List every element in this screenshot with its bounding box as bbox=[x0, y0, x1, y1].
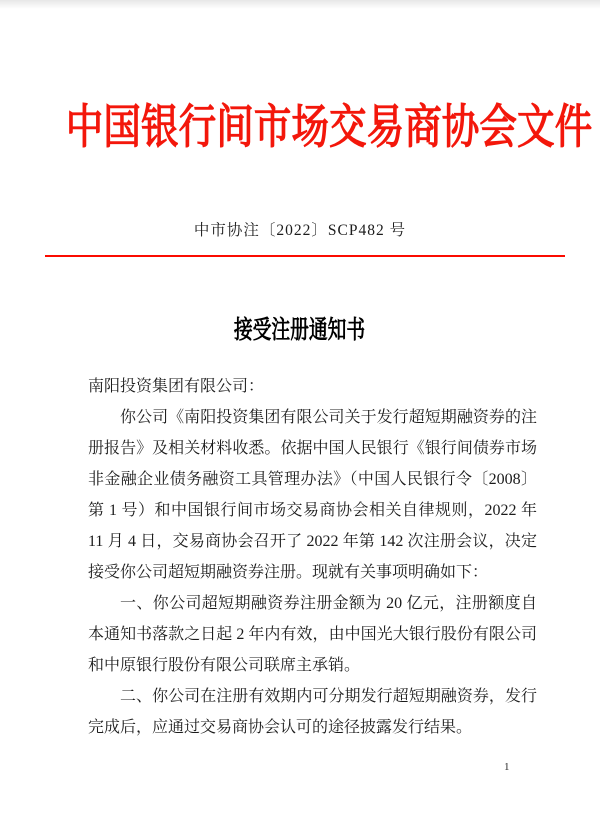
notice-title-row bbox=[0, 315, 600, 347]
body-line: 11 月 4 日，交易商协会召开了 2022 年第 142 次注册会议，决定 bbox=[88, 533, 537, 550]
notice-title: 接受注册通知书 bbox=[234, 317, 366, 344]
body-line: 一、你公司超短期融资券注册金额为 20 亿元，注册额度自 bbox=[120, 595, 537, 612]
body-line: 你公司《南阳投资集团有限公司关于发行超短期融资券的注 bbox=[120, 409, 537, 426]
red-divider bbox=[45, 255, 565, 257]
body-line: 接受你公司超短期融资券注册。现就有关事项明确如下： bbox=[88, 564, 489, 581]
body-line: 非金融企业债务融资工具管理办法》（中国人民银行令〔2008〕 bbox=[88, 471, 537, 488]
scan-edge-shade bbox=[0, 0, 600, 9]
document-body bbox=[88, 371, 537, 743]
body-line: 和中原银行股份有限公司联席主承销。 bbox=[88, 657, 361, 674]
body-line: 第 1 号）和中国银行间市场交易商协会相关自律规则，2022 年 bbox=[88, 502, 537, 519]
document-header-title: 中国银行间市场交易商协会文件 bbox=[65, 102, 593, 154]
body-line: 南阳投资集团有限公司： bbox=[88, 378, 265, 395]
document-number: 中市协注〔2022〕SCP482 号 bbox=[193, 222, 407, 239]
body-line: 册报告》及相关材料收悉。依据中国人民银行《银行间债券市场 bbox=[88, 440, 537, 457]
body-line: 完成后，应通过交易商协会认可的途径披露发行结果。 bbox=[88, 719, 473, 736]
page-number: 1 bbox=[504, 761, 510, 773]
body-line: 本通知书落款之日起 2 年内有效，由中国光大银行股份有限公司 bbox=[88, 626, 537, 643]
body-line: 二、你公司在注册有效期内可分期发行超短期融资券，发行 bbox=[120, 688, 537, 705]
document-header bbox=[0, 100, 600, 156]
